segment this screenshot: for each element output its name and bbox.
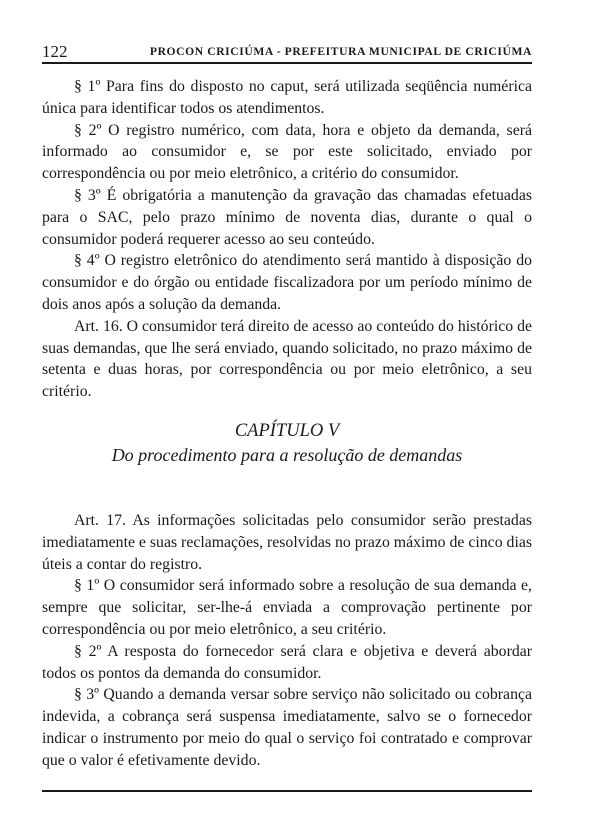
paragraph-art17: Art. 17. As informações solicitadas pelo consumidor serão prestadas imediatamente e suas reclamações, resolvidas no prazo máximo de cinco dias úteis a contar do registro. [42,511,532,573]
chapter-title: CAPÍTULO V [234,420,340,441]
running-head: PROCON CRICIÚMA - PREFEITURA MUNICIPAL DE CRICIÚMA [149,45,532,58]
document-page [42,38,532,772]
paragraph-art17-p2: § 2º A resposta do fornecedor será clara e objetiva e deverá abordar todos os pontos da demanda do consumidor. [42,642,532,682]
page-number: 122 [42,42,68,61]
paragraph-art15-p4: § 4º O registro eletrônico do atendimento será mantido à disposição do consumidor e do órgão ou entidade fiscalizadora por um período mínimo de dois anos após a solução da demanda. [42,252,532,313]
paragraph-art17-p3: § 3º Quando a demanda versar sobre serviço não solicitado ou cobrança indevida, a cobrança será suspensa imediatamente, salvo se o fornecedor indicar o instrumento por meio do qual o serviço foi contratado e comprovar que o valor é efetivamente devido. [42,686,532,769]
paragraph-art15-p1: § 1º Para fins do disposto no caput, será utilizada seqüência numérica única para identificar todos os atendimentos. [42,78,532,117]
paragraph-art16: Art. 16. O consumidor terá direito de acesso ao conteúdo do histórico de suas demandas, que lhe será enviado, quando solicitado, no prazo máximo de setenta e duas horas, por correspondência ou por meio eletrônico, a seu critério. [42,317,532,401]
footer-rule [42,790,532,792]
paragraph-art17-p1: § 1º O consumidor será informado sobre a resolução de sua demanda e, sempre que solicitar, ser-lhe-á enviada a comprovação pertinente por correspondência ou por meio eletrônico, a seu critério. [42,577,532,638]
chapter-heading [42,419,532,467]
chapter-subtitle: Do procedimento para a resolução de demandas [111,444,463,465]
body-text [42,76,532,772]
paragraph-art15-p3: § 3º É obrigatória a manutenção da gravação das chamadas efetuadas para o SAC, pelo prazo mínimo de noventa dias, durante o qual o consumidor poderá requerer acesso ao seu conteúdo. [42,186,532,248]
paragraph-art15-p2: § 2º O registro numérico, com data, hora e objeto da demanda, será informado ao consumidor e, se por este solicitado, enviado por correspondência ou por meio eletrônico, a critério do consumidor. [42,121,532,183]
page-header [42,38,532,64]
